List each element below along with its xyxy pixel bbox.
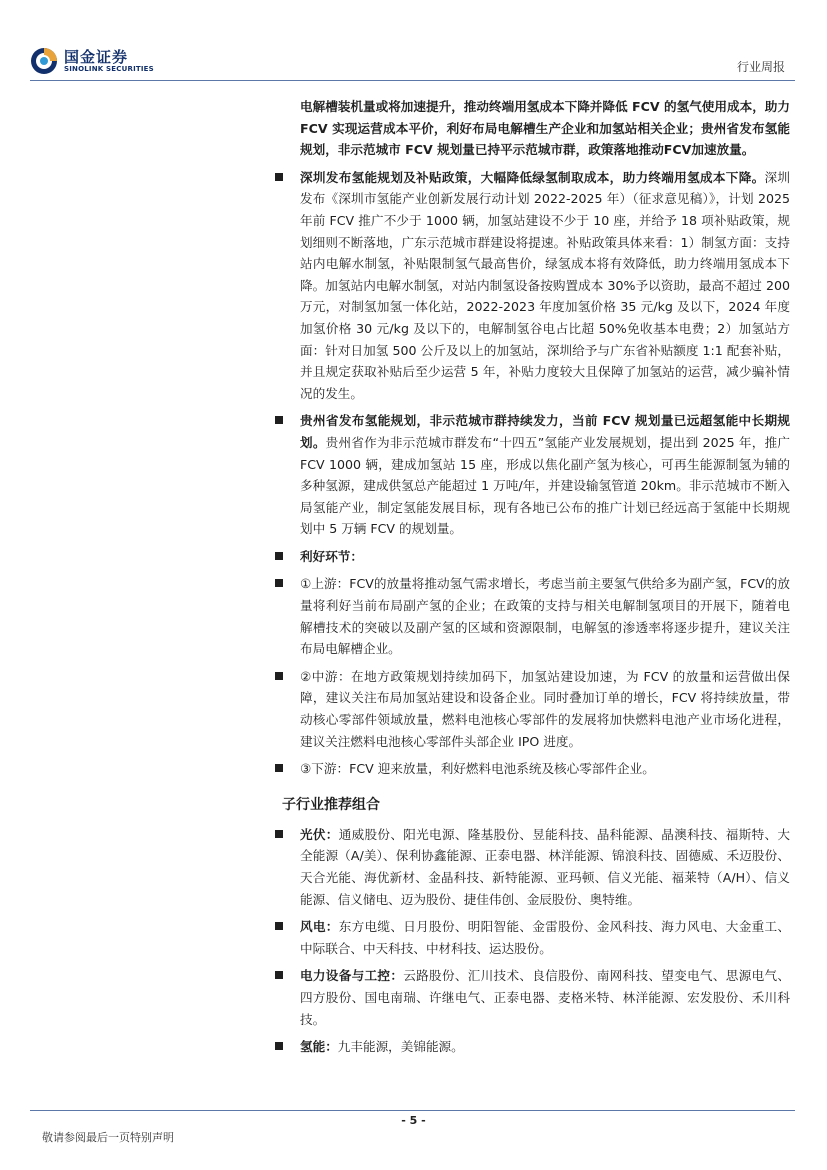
bullet-paragraph-guizhou xyxy=(300,410,790,540)
recommendation-list: 云路股份、汇川技术、良信股份、南网科技、望变电气、思源电气、四方股份、国电南瑞、许继电气、正泰电器、麦格米特、林洋能源、宏发股份、禾川科技。 xyxy=(300,968,791,1027)
bullet-body: 贵州省作为非示范城市群发布“十四五”氢能产业发展规划，提出到 2025 年，推广 FCV 1000 辆，建成加氢站 15 座，形成以焦化副产氢为核心，可再生能源制氢为辅的多种氢源，建成供氢总产能超过 1 万吨/年，并建设输氢管道 20km。非示范城市不断入局氢能产业，制定氢能发展目标，现有各地已公布的推广计划已经远高于氢能中长期规划中 5 万辆 FCV 的规划量。 xyxy=(300,434,791,537)
logo-mark-icon xyxy=(30,47,58,75)
recommendation-label: 风电： xyxy=(300,919,339,935)
bullet-paragraph-benefits-heading xyxy=(300,546,790,568)
recommendation-hydrogen xyxy=(300,1036,790,1058)
bullet-heading: 深圳发布氢能规划及补贴政策，大幅降低绿氢制取成本，助力终端用氢成本下降。 xyxy=(300,169,765,185)
bullet-paragraph-midstream xyxy=(300,666,790,752)
footer-divider xyxy=(30,1110,795,1111)
recommendation-list: 东方电缆、日月股份、明阳智能、金雷股份、金风科技、海力风电、大金重工、中际联合、中天科技、中材科技、运达股份。 xyxy=(300,919,791,956)
page-header xyxy=(0,0,827,80)
bullet-square-icon xyxy=(275,672,283,680)
report-type-label: 行业周报 xyxy=(736,60,785,74)
recommendation-wind xyxy=(300,916,790,959)
recommendation-solar xyxy=(300,824,790,910)
bullet-body: 深圳发布《深圳市氢能产业创新发展行动计划 2022-2025 年）（征求意见稿）》，计划 2025 年前 FCV 推广不少于 1000 辆，加氢站建设不少于 10 座，并给予 18 项补贴政策，规划细则不断落地，广东示范城市群建设将提速。补贴政策具体来看：1）制氢方面：支持站内电解水制氢，补贴限制氢气最高售价，绿氢成本将有效降低，助力终端用氢成本下降。加氢站内电解水制氢，对站内制氢设备按购置成本 30%予以资助，最高不超过 200 万元，对制氢加氢一体化站，2022-2023 年度加氢价格 35 元/kg 及以下，2024 年度加氢价格 30 元/kg 及以下的，电解制氢谷电占比超 50%免收基本电费；2）加氢站方面：针对日加氢 500 公斤及以上的加氢站，深圳给予与广东省补贴额度 1:1 配套补贴，并且规定获取补贴后至少运营 5 年，补贴力度较大且保障了加氢站的运营，减少骗补情况的发生。 xyxy=(300,169,791,401)
bullet-heading: 贵州省发布氢能规划，非示范城市群持续发力，当前 FCV 规划量已远超氢能中长期规划。 xyxy=(300,413,790,450)
bullet-square-icon xyxy=(275,579,283,587)
bullet-square-icon xyxy=(275,173,283,181)
section-heading: 子行业推荐组合 xyxy=(282,796,380,813)
bullet-square-icon xyxy=(275,922,283,930)
bullet-square-icon xyxy=(275,1042,283,1050)
page-number: - 5 - xyxy=(401,1114,426,1127)
recommendation-label: 电力设备与工控： xyxy=(300,968,404,984)
bullet-body: ③下游：FCV 迎来放量，利好燃料电池系统及核心零部件企业。 xyxy=(300,761,655,777)
bullet-square-icon xyxy=(275,764,283,772)
bullet-square-icon xyxy=(275,971,283,979)
recommendation-list: 通威股份、阳光电源、隆基股份、昱能科技、晶科能源、晶澳科技、福斯特、大全能源（A/美）、保利协鑫能源、正泰电器、林洋能源、锦浪科技、固德威、禾迈股份、天合光能、海优新材、金晶科技、新特能源、亚玛顿、信义光能、福莱特（A/H）、信义能源、信义储电、迈为股份、捷佳伟创、金辰股份、奥特维。 xyxy=(300,826,791,907)
recommendation-label: 光伏： xyxy=(300,826,339,842)
bullet-heading: 利好环节： xyxy=(300,548,363,564)
bullet-body: ①上游：FCV的放量将推动氢气需求增长，考虑当前主要氢气供给多为副产氢，FCV的放量将利好当前布局副产氢的企业；在政策的支持与相关电解制氢项目的开展下，随着电解槽技术的突破以及副产氢的区域和资源限制，电解氢的渗透率将逐步提升，建议关注布局电解槽企业。 xyxy=(300,576,790,657)
bullet-square-icon xyxy=(275,552,283,560)
recommendation-label: 氢能： xyxy=(300,1039,338,1055)
recommendation-list: 九丰能源，美锦能源。 xyxy=(337,1039,464,1055)
report-body xyxy=(282,96,791,1064)
bullet-square-icon xyxy=(275,830,283,838)
footer-disclaimer: 敬请参阅最后一页特别声明 xyxy=(42,1131,174,1144)
logo-english-name: SINOLINK SECURITIES xyxy=(64,65,154,73)
header-divider xyxy=(30,80,795,81)
bullet-paragraph-downstream xyxy=(300,758,790,780)
bullet-body: ②中游：在地方政策规划持续加码下，加氢站建设加速，为 FCV 的放量和运营做出保障，建议关注布局加氢站建设和设备企业。同时叠加订单的增长，FCV 将持续放量，带动核心零部件领域放量，燃料电池核心零部件的发展将加快燃料电池产业市场化进程，建议关注燃料电池核心零部件头部企业 IPO 进度。 xyxy=(300,668,790,749)
bullet-paragraph-shenzhen xyxy=(300,167,790,405)
company-logo xyxy=(30,45,160,79)
bullet-square-icon xyxy=(275,416,283,424)
logo-chinese-name: 国金证券 xyxy=(64,48,129,66)
paragraph-continued: 电解槽装机量或将加速提升，推动终端用氢成本下降并降低 FCV 的氢气使用成本，助力 FCV 实现运营成本平价，利好布局电解槽生产企业和加氢站相关企业；贵州省发布氢能规划，非示范城市 FCV 规划量已持平示范城市群，政策落地推动FCV加速放量。 xyxy=(300,99,790,158)
recommendation-power-equipment xyxy=(300,965,790,1030)
bullet-paragraph-upstream xyxy=(300,573,790,659)
